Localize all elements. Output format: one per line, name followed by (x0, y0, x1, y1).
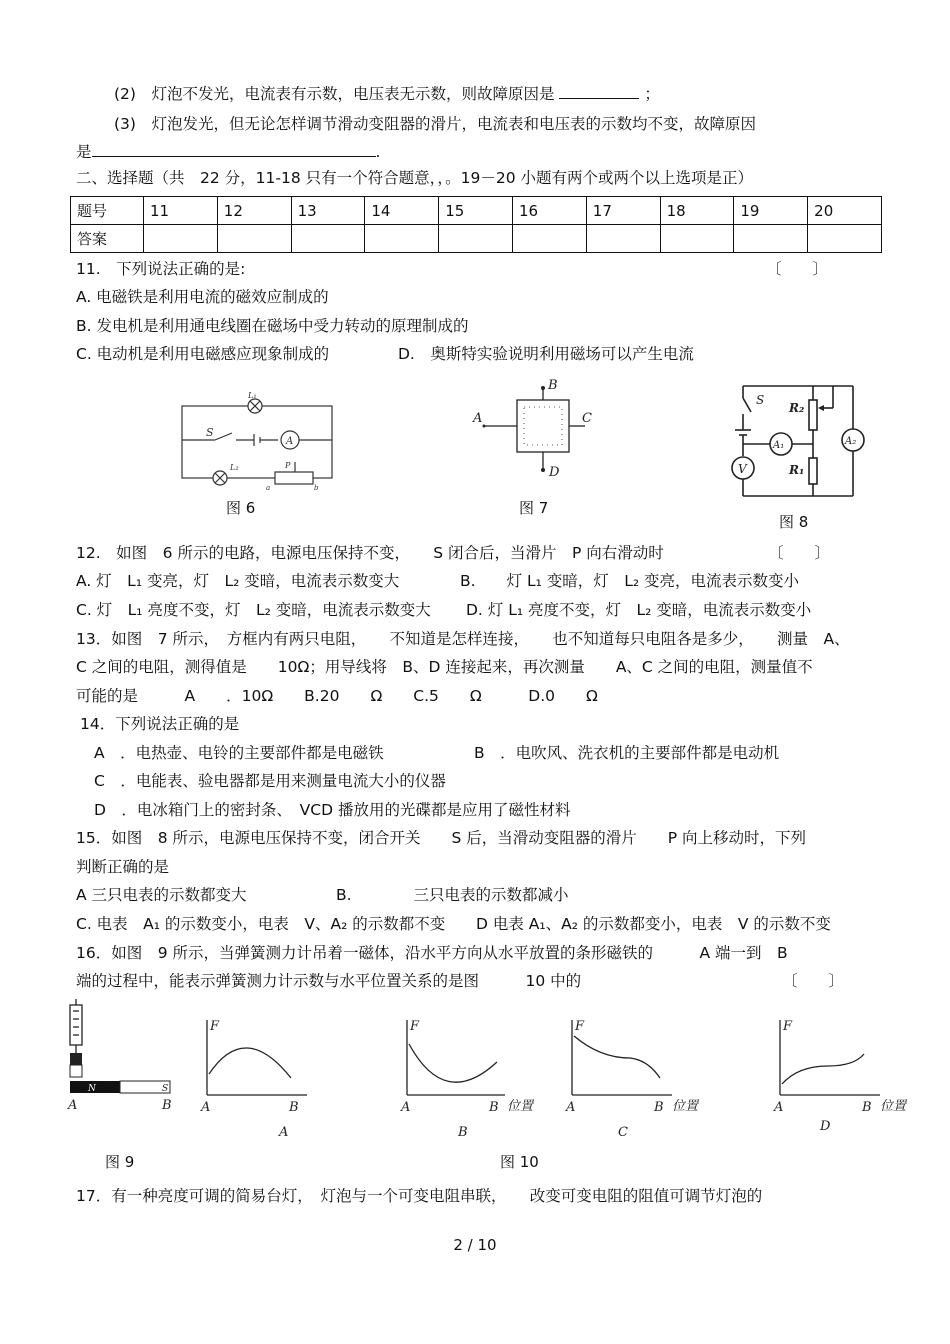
fig9-label-s: S (162, 1084, 169, 1094)
graph-b-name: B (458, 1125, 468, 1140)
q12-option-b: B. 灯 L₁ 变暗，灯 L₂ 变亮，电流表示数变小 (460, 572, 800, 590)
fig6-label-l2: L₂ (230, 463, 239, 472)
q3-blank[interactable] (92, 142, 376, 157)
q3b-end: . (375, 143, 381, 161)
graph-c-axis-a: A (566, 1100, 576, 1115)
answer-table-header-row (71, 197, 882, 225)
q16-bracket[interactable]: 〔 〕 (782, 972, 845, 990)
q12-bracket[interactable]: 〔 〕 (768, 544, 831, 562)
table-cell: 答案 (71, 225, 144, 253)
fig9-label-b: B (162, 1098, 172, 1113)
table-cell: 17 (586, 197, 660, 225)
fig7-label-d: D (549, 465, 560, 480)
fig8-label-a2: A₂ (845, 436, 857, 447)
table-cell: 16 (512, 197, 586, 225)
q2-label: (2) 灯泡不发光，电流表有示数，电压表无示数，则故障原因是 (114, 85, 555, 103)
table-cell: 题号 (71, 197, 144, 225)
fig8-label-r2: R₂ (789, 401, 805, 415)
figure-8-caption: 图 8 (779, 513, 809, 531)
q12-option-a: A. 灯 L₁ 变亮，灯 L₂ 变暗，电流表示数变大 (76, 572, 400, 590)
figure-7-caption: 图 7 (519, 499, 549, 517)
graph-a-name: A (279, 1125, 289, 1140)
section2-heading: 二、选择题（共 22 分，11-18 只有一个符合题意，，。19－20 小题有两个或两个以上选项是正） (76, 169, 753, 187)
graph-d (768, 1010, 913, 1145)
answer-cell[interactable] (217, 225, 291, 253)
figure-7-box (470, 378, 600, 483)
answer-cell[interactable] (439, 225, 513, 253)
graph-b-axis-b: B (489, 1100, 499, 1115)
q11-stem: 11. 下列说法正确的是: (76, 260, 246, 278)
answer-cell[interactable] (586, 225, 660, 253)
q3-text: (3) 灯泡发光，但无论怎样调节滑动变阻器的滑片，电流表和电压表的示数均不变，故障原因 (114, 115, 756, 133)
fig6-label-l1: L₁ (248, 391, 257, 400)
graph-b (395, 1010, 540, 1145)
q3b-label: 是 (76, 143, 92, 161)
figure-10-caption: 图 10 (500, 1153, 539, 1171)
q15-option-c: C. 电表 A₁ 的示数变小，电表 V、A₂ 的示数都不变 (76, 915, 446, 933)
fig9-label-a: A (68, 1098, 78, 1113)
graph-d-axis-b: B (862, 1100, 872, 1115)
q11-option-a: A. 电磁铁是利用电流的磁效应制成的 (76, 288, 329, 306)
table-cell: 19 (734, 197, 808, 225)
q14-option-a: A ．电热壶、电铃的主要部件都是电磁铁 (94, 744, 384, 762)
q11-option-b: B. 发电机是利用通电线圈在磁场中受力转动的原理制成的 (76, 317, 469, 335)
q14-option-d: D ．电冰箱门上的密封条、 VCD 播放用的光碟都是应用了磁性材料 (94, 801, 571, 819)
fig8-label-r1: R₁ (789, 463, 805, 477)
graph-d-axis-a: A (774, 1100, 784, 1115)
q14-stem: 14．下列说法正确的是 (80, 715, 240, 733)
figure-8-circuit (725, 378, 870, 503)
answer-cell[interactable] (660, 225, 734, 253)
graph-a-f: F (210, 1019, 220, 1034)
q15-line2: 判断正确的是 (76, 858, 170, 876)
fig6-label-b-end: b (314, 484, 319, 492)
answer-cell[interactable] (734, 225, 808, 253)
q13-line1: 13．如图 7 所示， 方框内有两只电阻， 不知道是怎样连接， 也不知道每只电阻各是多少， 测量 A、 (76, 630, 850, 648)
figure-6-circuit (170, 390, 340, 495)
fig8-label-a1: A₁ (773, 440, 785, 451)
fig6-label-p: P (285, 461, 291, 470)
graph-a-axis-a: A (201, 1100, 211, 1115)
q14-option-b: B ．电吹风、洗衣机的主要部件都是电动机 (474, 744, 780, 762)
graph-b-axis-a: A (401, 1100, 411, 1115)
q11-option-d: D. 奥斯特实验说明利用磁场可以产生电流 (398, 345, 694, 363)
fig6-label-a: A (286, 436, 294, 447)
figure-9-caption: 图 9 (105, 1153, 135, 1171)
graph-c-f: F (575, 1019, 585, 1034)
q13-line3: 可能的是 A ．10Ω B.20 Ω C.5 Ω D.0 Ω (76, 687, 598, 705)
graph-b-pos: 位置 (507, 1099, 534, 1114)
answer-cell[interactable] (144, 225, 218, 253)
q3-text-cont (76, 142, 380, 162)
q17-line1: 17．有一种亮度可调的简易台灯， 灯泡与一个可变电阻串联， 改变可变电阻的阻值可调节灯泡的 (76, 1187, 763, 1205)
q11-bracket[interactable]: 〔 〕 (766, 260, 829, 278)
q13-line2: C 之间的电阻，测得值是 10Ω；用导线将 B、D 连接起来，再次测量 A、C 之间的电阻，测量值不 (76, 658, 813, 676)
graph-c-name: C (618, 1125, 628, 1140)
q16-line1: 16．如图 9 所示，当弹簧测力计吊着一磁体，沿水平方向从水平放置的条形磁铁的 A 端一到 B (76, 944, 788, 962)
fig6-label-a-end: a (266, 484, 271, 492)
fig8-label-v: V (738, 462, 747, 476)
answer-cell[interactable] (365, 225, 439, 253)
table-cell: 13 (291, 197, 365, 225)
answer-cell[interactable] (808, 225, 882, 253)
fig8-label-s: S (756, 393, 765, 407)
figure-6-caption: 图 6 (226, 499, 256, 517)
fig7-label-c: C (582, 411, 592, 426)
page-number: 2 / 10 (453, 1236, 497, 1254)
table-cell: 20 (808, 197, 882, 225)
graph-b-f: F (410, 1019, 420, 1034)
graph-d-name: D (820, 1119, 831, 1134)
answer-cell[interactable] (291, 225, 365, 253)
graph-c (560, 1010, 710, 1145)
fig9-label-n: N (88, 1084, 96, 1094)
graph-d-f: F (783, 1019, 793, 1034)
answer-table-answer-row (71, 225, 882, 253)
q12-option-d: D. 灯 L₁ 亮度不变，灯 L₂ 变暗，电流表示数变小 (466, 601, 812, 619)
figure-9-magnet (62, 995, 182, 1115)
q11-option-c: C. 电动机是利用电磁感应现象制成的 (76, 345, 330, 363)
graph-d-pos: 位置 (880, 1099, 907, 1114)
graph-c-pos: 位置 (672, 1099, 699, 1114)
graph-a-axis-b: B (289, 1100, 299, 1115)
q12-option-c: C. 灯 L₁ 亮度不变，灯 L₂ 变暗，电流表示数变大 (76, 601, 431, 619)
fig7-label-a: A (473, 411, 483, 426)
fig7-label-b: B (548, 378, 558, 393)
graph-a (195, 1010, 315, 1145)
q15-option-b: B. 三只电表的示数都减小 (336, 886, 569, 904)
table-cell: 11 (144, 197, 218, 225)
q14-option-c: C ．电能表、验电器都是用来测量电流大小的仪器 (94, 772, 446, 790)
table-cell: 12 (217, 197, 291, 225)
fig6-label-s: S (206, 426, 214, 439)
q15-line1: 15．如图 8 所示，电源电压保持不变，闭合开关 S 后，当滑动变阻器的滑片 P 向上移动时，下列 (76, 829, 807, 847)
table-cell: 15 (439, 197, 513, 225)
q15-option-a: A 三只电表的示数都变大 (76, 886, 247, 904)
q2-text (114, 84, 660, 104)
answer-table (70, 196, 882, 253)
q16-line2: 端的过程中，能表示弹簧测力计示数与水平位置关系的是图 10 中的 (76, 972, 582, 990)
q12-stem: 12. 如图 6 所示的电路，电源电压保持不变， S 闭合后，当滑片 P 向右滑动时 (76, 544, 664, 562)
q2-blank[interactable] (559, 84, 639, 99)
q15-option-d: D 电表 A₁、A₂ 的示数都变小，电表 V 的示数不变 (476, 915, 831, 933)
table-cell: 18 (660, 197, 734, 225)
answer-cell[interactable] (512, 225, 586, 253)
table-cell: 14 (365, 197, 439, 225)
graph-c-axis-b: B (654, 1100, 664, 1115)
q2-end: ； (644, 85, 660, 103)
